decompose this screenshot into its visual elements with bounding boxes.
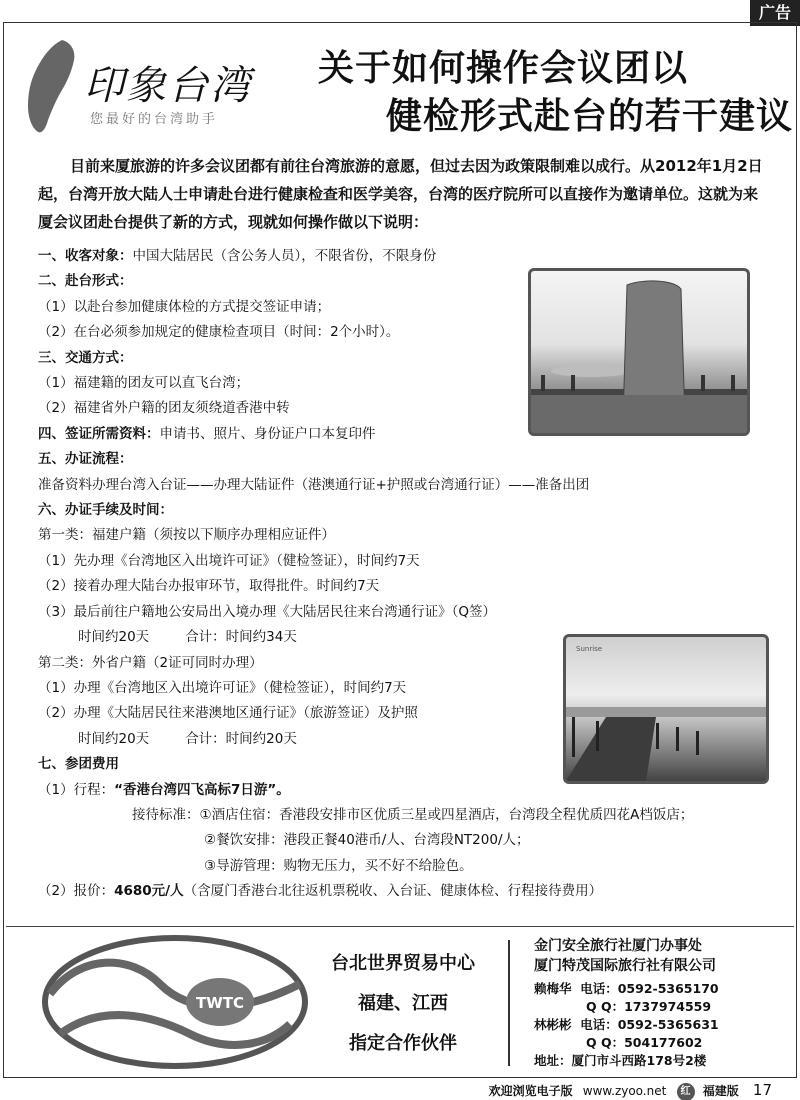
section7-std3: ③导游管理：购物无压力，买不好不给脸色。 <box>204 857 473 874</box>
twtc-line1: 台北世界贸易中心 <box>331 953 475 974</box>
contact1-name: 赖梅华 <box>534 981 572 996</box>
section6-category2: 第二类：外省户籍（2证可同时办理） <box>38 654 263 671</box>
section7-route-label: （1）行程： <box>38 781 115 798</box>
section5-heading: 五、办证流程： <box>38 451 133 468</box>
section7-std2: ②餐饮安排：港段正餐40港币/人、台湾段NT200/人； <box>204 832 530 849</box>
footer-badge-icon: 红 <box>677 1083 695 1100</box>
section5-text: 准备资料办理台湾入台证——办理大陆证件（港澳通行证+护照或台湾通行证）——准备出团 <box>38 476 590 493</box>
section7-route: “香港台湾四飞高标7日游”。 <box>114 781 290 798</box>
agency-contacts <box>534 980 794 1070</box>
section7-price-label: （2）报价： <box>38 883 115 900</box>
section2-item2: （2）在台必须参加规定的健康检查项目（时间：2个小时）。 <box>38 324 400 341</box>
vertical-separator <box>508 940 510 1066</box>
section7-std-label: 接待标准： <box>132 806 200 823</box>
page-footer <box>489 1081 772 1100</box>
twtc-logo <box>40 934 310 1070</box>
section1-heading: 一、收客对象： <box>38 248 133 264</box>
section6-cat2-item2: （2）办理《大陆居民往来港澳地区通行证》（旅游签证）及护照 <box>38 705 418 722</box>
section6-cat1-time: 时间约20天 <box>78 629 150 646</box>
section7-price: 4680元/人 <box>114 883 184 900</box>
stone-monument-image <box>531 271 747 433</box>
agency-name2: 厦门特茂国际旅行社有限公司 <box>534 958 716 974</box>
contact2-name: 林彬彬 <box>534 1017 572 1032</box>
globe-icon <box>40 934 310 1070</box>
bottom-divider <box>6 926 794 927</box>
section3-heading: 三、交通方式： <box>38 349 133 366</box>
contact2-phone: 电话：0592-5365631 <box>580 1017 719 1032</box>
section4-text: 申请书、照片、身份证户口本复印件 <box>159 425 376 442</box>
section3-item1: （1）福建籍的团友可以直飞台湾； <box>38 375 250 392</box>
agency-names <box>534 936 794 976</box>
section6-cat1-item1: （1）先办理《台湾地区入出境许可证》（健检签证），时间约7天 <box>38 552 420 569</box>
footer-welcome: 欢迎浏览电子版 <box>488 1084 573 1098</box>
section3-item2: （2）福建省外户籍的团友须绕道香港中转 <box>38 400 290 417</box>
section2-item1: （1）以赴台参加健康体检的方式提交签证申请； <box>38 298 331 315</box>
footer-edition: 福建版 <box>702 1084 739 1098</box>
page-title-line2: 健检形式赴台的若干建议 <box>386 96 794 137</box>
section6-cat2-time: 时间约20天 <box>78 730 150 747</box>
section6-cat2-item1: （1）办理《台湾地区入出境许可证》（健检签证），时间约7天 <box>38 679 407 696</box>
section1-text: 中国大陆居民（含公务人员），不限省份，不限身份 <box>132 248 437 264</box>
section7-price-note: （含厦门香港台北往返机票税收、入台证、健康体检、行程接待费用） <box>183 883 603 900</box>
section6-cat1-total: 合计：时间约34天 <box>185 629 297 646</box>
section6-heading: 六、办证手续及时间： <box>38 502 173 519</box>
photo-caption: Sunrise <box>576 645 603 653</box>
section6-category1: 第一类：福建户籍（须按以下顺序办理相应证件） <box>38 527 335 544</box>
logo-subtitle: 您最好的台湾助手 <box>90 112 219 127</box>
logo-script-text: 印象台湾 <box>84 63 252 109</box>
section4-heading: 四、签证所需资料： <box>38 425 160 442</box>
contact1-phone: 电话：0592-5365170 <box>580 981 719 996</box>
section2-heading: 二、赴台形式： <box>38 273 133 290</box>
photo-pier <box>563 634 769 784</box>
agency-address: 地址：厦门市斗西路178号2楼 <box>534 1053 707 1068</box>
footer-url[interactable]: www.zyoo.net <box>582 1084 667 1098</box>
logo <box>18 36 293 136</box>
contact1-qq: Q Q：1737974559 <box>586 999 712 1014</box>
twtc-line3: 指定合作伙伴 <box>349 1033 457 1054</box>
page-number: 17 <box>752 1081 772 1099</box>
photo-stone-monument <box>528 268 750 436</box>
twtc-line2: 福建、江西 <box>358 993 448 1014</box>
section7-std1: ①酒店住宿：香港段安排市区优质三星或四星酒店，台湾段全程优质四花A档饭店； <box>199 806 694 823</box>
contact2-qq: Q Q：504177602 <box>586 1035 703 1050</box>
section6-cat2-total: 合计：时间约20天 <box>185 730 297 747</box>
agency-name1: 金门安全旅行社厦门办事处 <box>534 938 702 954</box>
taiwan-map-icon <box>18 36 88 136</box>
intro-paragraph: 目前来厦旅游的许多会议团都有前往台湾旅游的意愿，但过去因为政策限制难以成行。从2012年1月2日起，台湾开放大陆人士申请赴台进行健康检查和医学美容，台湾的医疗院所可以直接作为邀请单位。这就为来厦会议团赴台提供了新的方式，现就如何操作做以下说明： <box>38 157 763 231</box>
pier-image <box>566 637 766 781</box>
page-title-line1: 关于如何操作会议团以 <box>318 48 689 89</box>
section6-cat1-item2: （2）接着办理大陆台办报审环节，取得批件。时间约7天 <box>38 578 380 595</box>
twtc-logo-text: TWTC <box>195 994 245 1012</box>
section7-heading: 七、参团费用 <box>38 756 119 773</box>
twtc-partner-text <box>318 944 488 1064</box>
ad-tag: 广告 <box>750 0 800 26</box>
section6-cat1-item3: （3）最后前往户籍地公安局出入境办理《大陆居民往来台湾通行证》（Q签） <box>38 603 496 620</box>
